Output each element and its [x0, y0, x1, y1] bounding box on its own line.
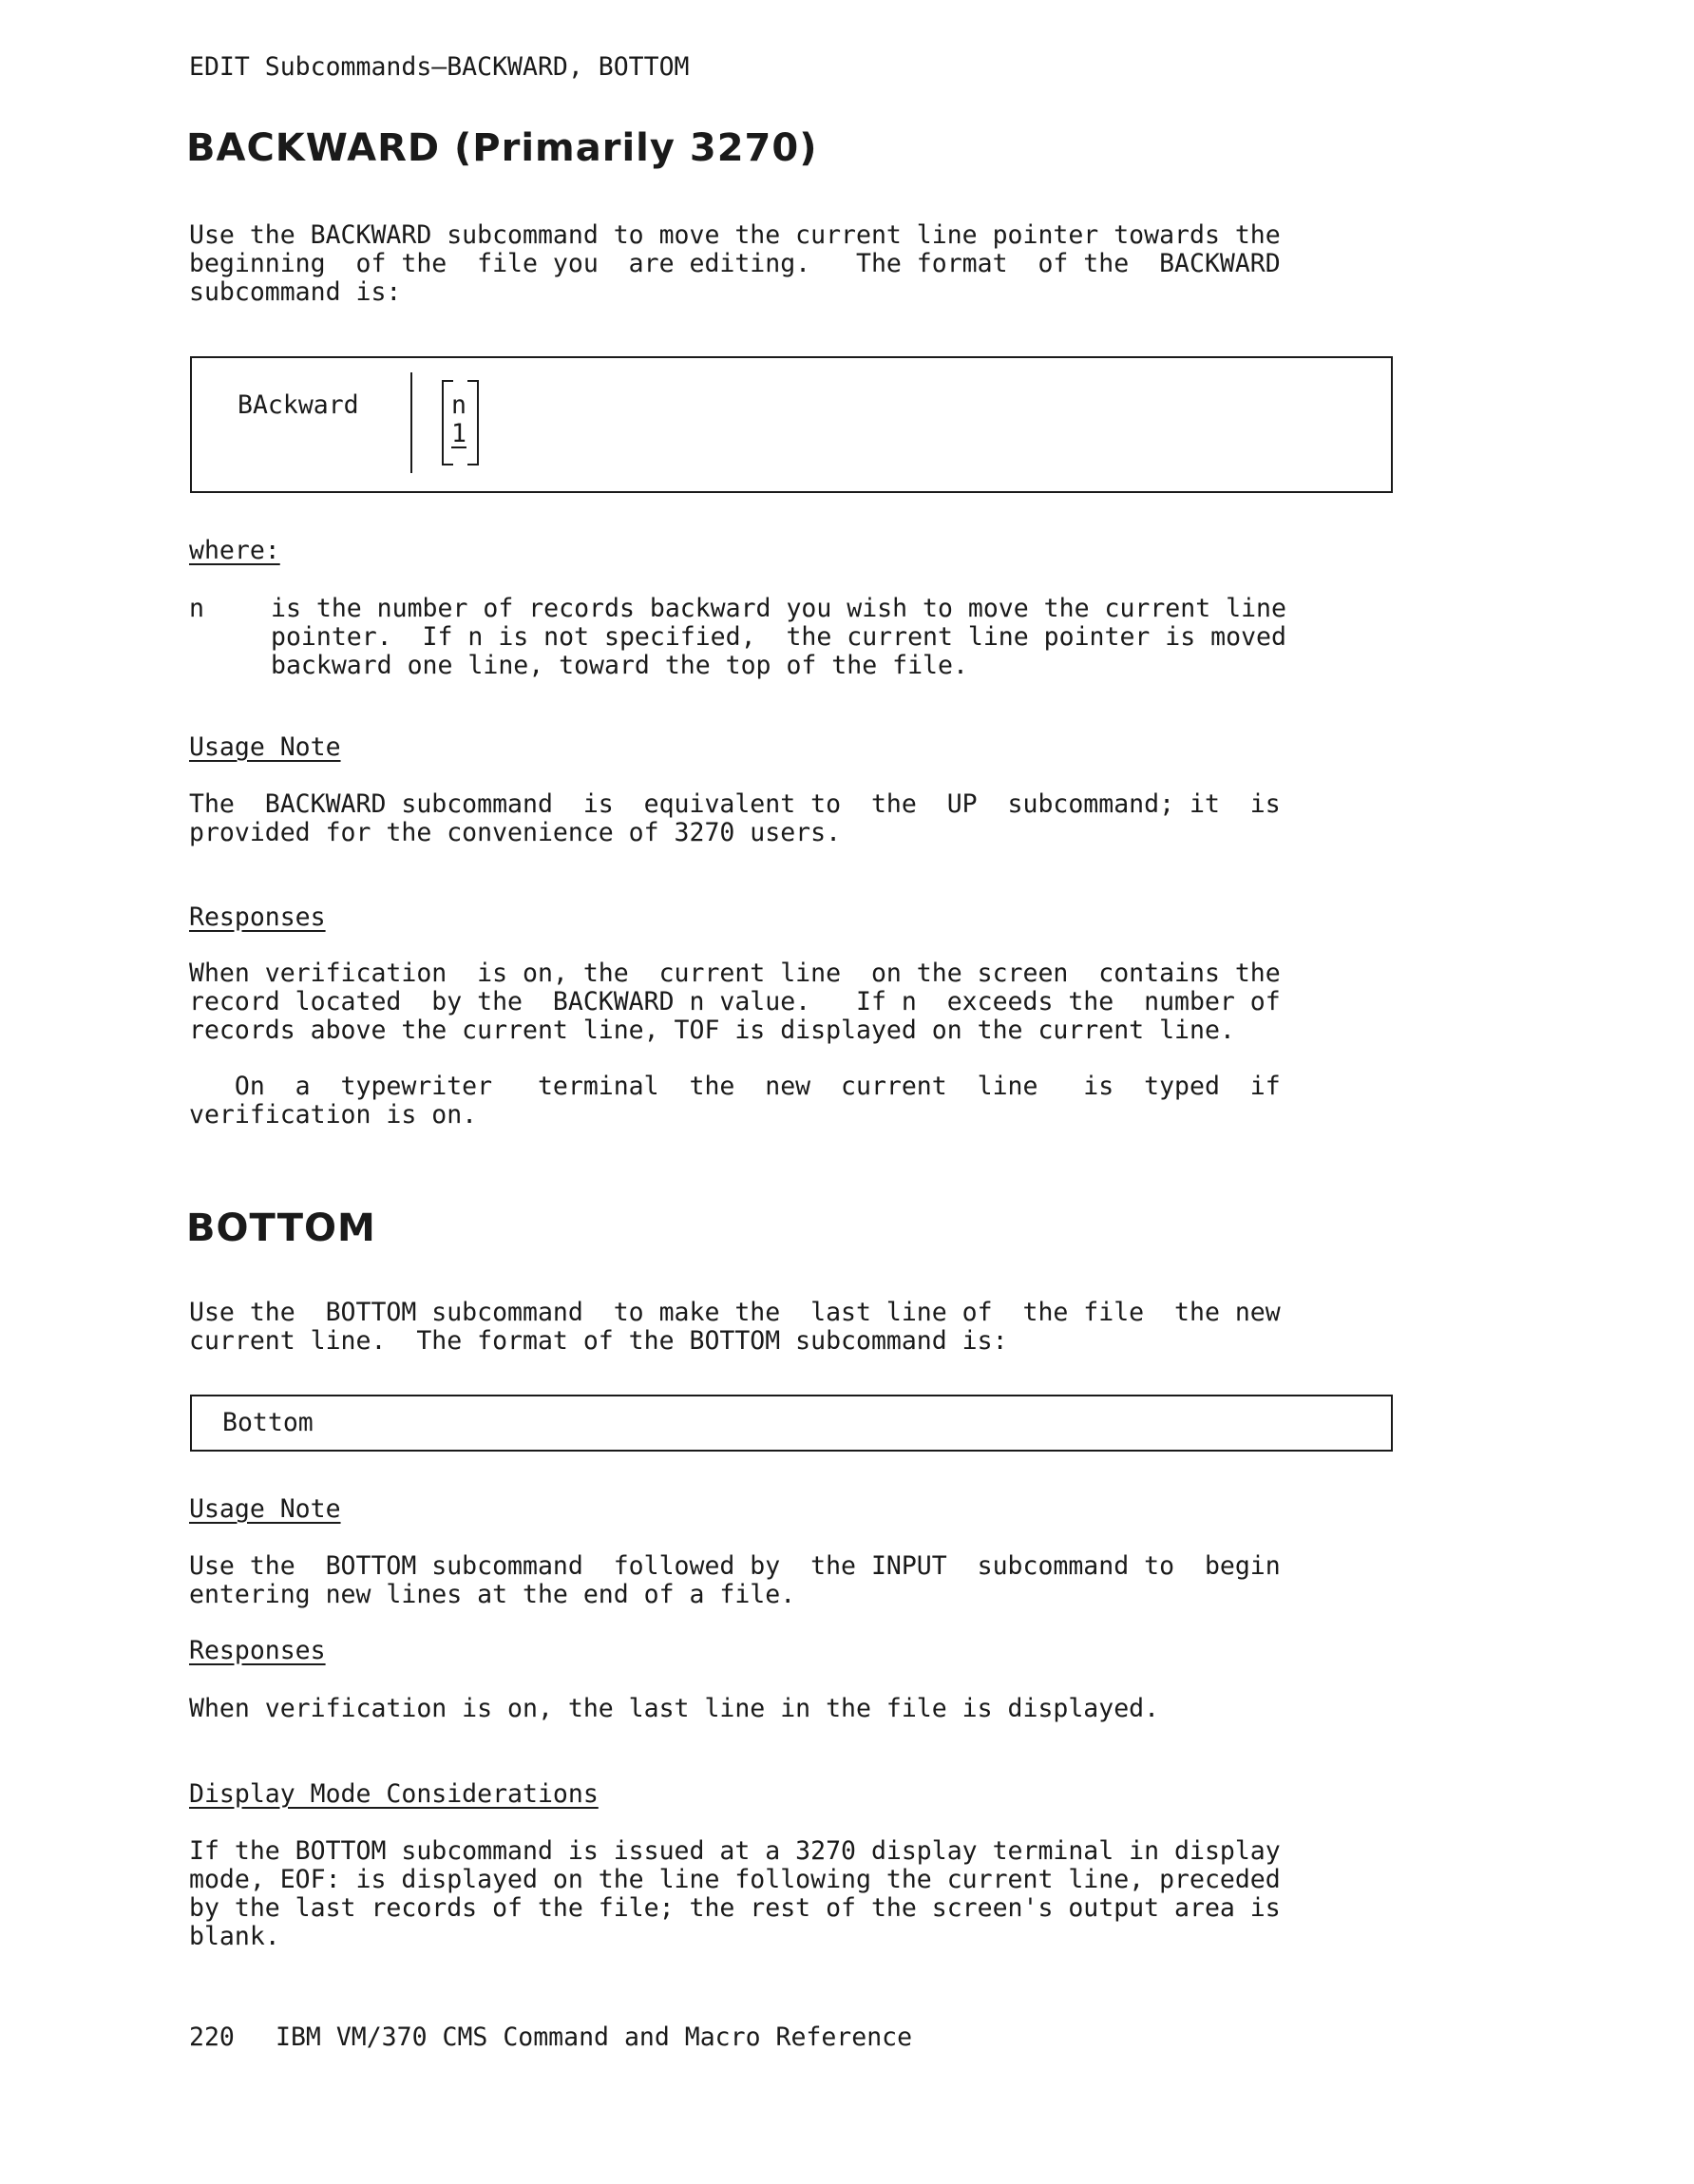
- operand-bracket-right: [477, 380, 479, 465]
- where-label: where:: [189, 536, 280, 565]
- text-line: is the number of records backward you wish to move the current line: [271, 594, 1286, 623]
- bottom-intro: [189, 1299, 1391, 1356]
- bracket-tr: [467, 380, 479, 382]
- param-description: [271, 595, 1286, 680]
- responses-heading: Responses: [189, 1636, 326, 1665]
- section-heading-bottom: BOTTOM: [186, 1206, 376, 1250]
- format-operand-n: n: [451, 390, 466, 420]
- text-line: If the BOTTOM subcommand is issued at a 3270 display terminal in display: [189, 1836, 1281, 1866]
- responses-text: [189, 959, 1391, 1045]
- text-line: blank.: [189, 1922, 280, 1951]
- text-line: On a typewriter terminal the new current line is typed if: [189, 1072, 1281, 1101]
- display-mode-heading: Display Mode Considerations: [189, 1779, 599, 1809]
- bracket-br: [467, 464, 479, 465]
- param-name-n: n: [189, 594, 204, 623]
- text-line: Use the BOTTOM subcommand to make the last line of the file the new: [189, 1298, 1281, 1327]
- page-number: 220: [189, 2023, 235, 2052]
- responses-text-2: [189, 1073, 1391, 1130]
- text-line: subcommand is:: [189, 277, 402, 307]
- text-line: current line. The format of the BOTTOM subcommand is:: [189, 1326, 1008, 1356]
- format-operand-default: 1: [451, 419, 466, 448]
- text-line: Use the BOTTOM subcommand followed by the INPUT subcommand to begin: [189, 1551, 1281, 1581]
- text-line: by the last records of the file; the rest of the screen's output area is: [189, 1893, 1281, 1923]
- backward-intro: [189, 221, 1391, 307]
- usage-note-heading: Usage Note: [189, 732, 341, 762]
- text-line: backward one line, toward the top of the file.: [271, 651, 968, 680]
- format-command-backward: BAckward: [238, 390, 359, 420]
- bracket-tl: [442, 380, 453, 382]
- text-line: records above the current line, TOF is displayed on the current line.: [189, 1016, 1235, 1045]
- format-box-separator: [410, 372, 412, 473]
- operand-bracket-left: [442, 380, 444, 465]
- bracket-bl: [442, 464, 453, 465]
- text-line: provided for the convenience of 3270 users.: [189, 818, 842, 847]
- text-line: mode, EOF: is displayed on the line following the current line, preceded: [189, 1865, 1281, 1894]
- text-line: beginning of the file you are editing. The format of the BACKWARD: [189, 249, 1281, 278]
- text-line: When verification is on, the last line in the file is displayed.: [189, 1694, 1160, 1723]
- text-line: entering new lines at the end of a file.: [189, 1580, 796, 1609]
- text-line: When verification is on, the current line on the screen contains the: [189, 959, 1281, 988]
- publication-title: IBM VM/370 CMS Command and Macro Reference: [276, 2023, 913, 2052]
- usage-note-heading: Usage Note: [189, 1494, 341, 1524]
- text-line: verification is on.: [189, 1100, 478, 1130]
- format-command-bottom: Bottom: [222, 1408, 314, 1437]
- backward-format-box: [190, 356, 1393, 493]
- responses-heading: Responses: [189, 902, 326, 932]
- usage-note-text: [189, 1552, 1391, 1609]
- responses-text: [189, 1695, 1391, 1723]
- text-line: record located by the BACKWARD n value. If n exceeds the number of: [189, 987, 1281, 1016]
- display-mode-text: [189, 1837, 1391, 1951]
- usage-note-text: [189, 790, 1391, 847]
- bottom-format-box: [190, 1395, 1393, 1452]
- text-line: pointer. If n is not specified, the current line pointer is moved: [271, 622, 1286, 652]
- running-header: EDIT Subcommands—BACKWARD, BOTTOM: [189, 52, 690, 82]
- text-line: The BACKWARD subcommand is equivalent to the UP subcommand; it is: [189, 789, 1281, 819]
- section-heading-backward: BACKWARD (Primarily 3270): [186, 126, 818, 170]
- text-line: Use the BACKWARD subcommand to move the current line pointer towards the: [189, 220, 1281, 250]
